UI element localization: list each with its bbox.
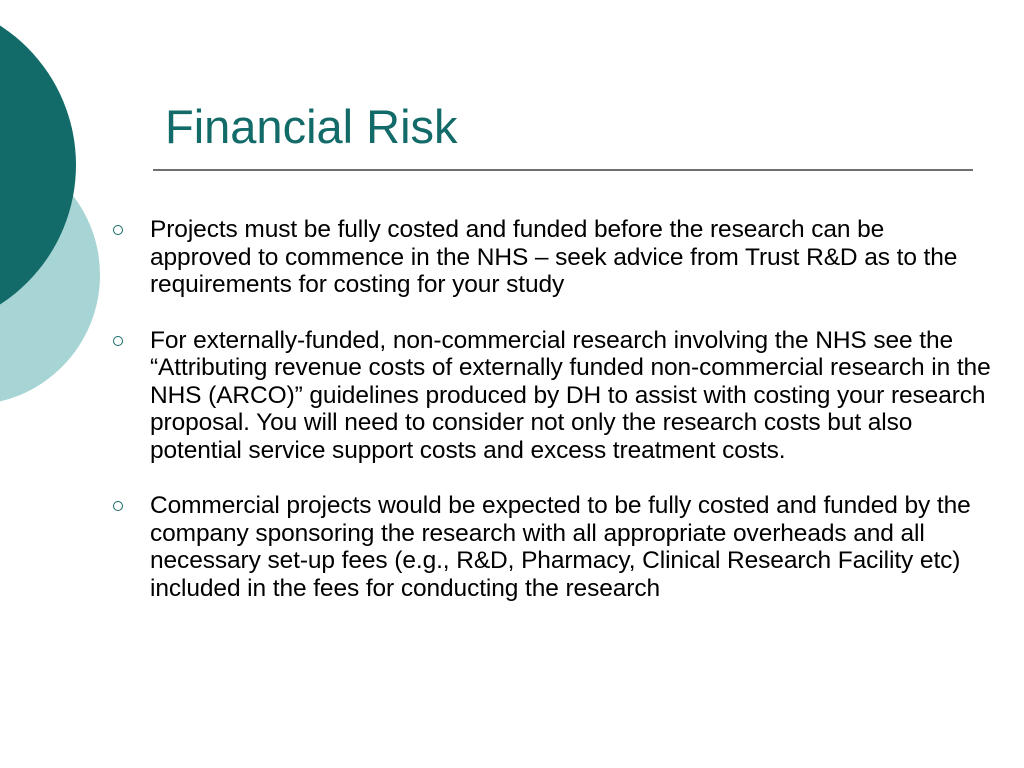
hollow-circle-bullet-icon (113, 225, 123, 235)
bullet-item (112, 492, 992, 602)
bullet-item (112, 216, 992, 299)
bullet-text: Projects must be fully costed and funded before the research can be approved to commence in the NHS – seek advice from Trust R&D as to the requirements for costing for your study (150, 216, 958, 298)
hollow-circle-bullet-icon (113, 501, 123, 511)
bullet-text: For externally-funded, non-commercial research involving the NHS see the “Attributing revenue costs of externally funded non-commercial research in the NHS (ARCO)” guidelines produced by DH to assist with costing your research proposal. You will need to consider not only the research costs but also potential service support costs and excess treatment costs. (150, 326, 991, 464)
slide-title: Financial Risk (165, 100, 458, 153)
hollow-circle-bullet-icon (113, 336, 123, 346)
bullet-list (112, 216, 992, 630)
title-divider (153, 169, 973, 171)
bullet-text: Commercial projects would be expected to be fully costed and funded by the company sponsoring the research with all appropriate overheads and all necessary set-up fees (e.g., R&D, Pharmacy, Clinical Research Facility etc) included in the fees for conducting the research (150, 492, 971, 602)
decorative-circles (0, 0, 110, 410)
bullet-item (112, 327, 992, 465)
